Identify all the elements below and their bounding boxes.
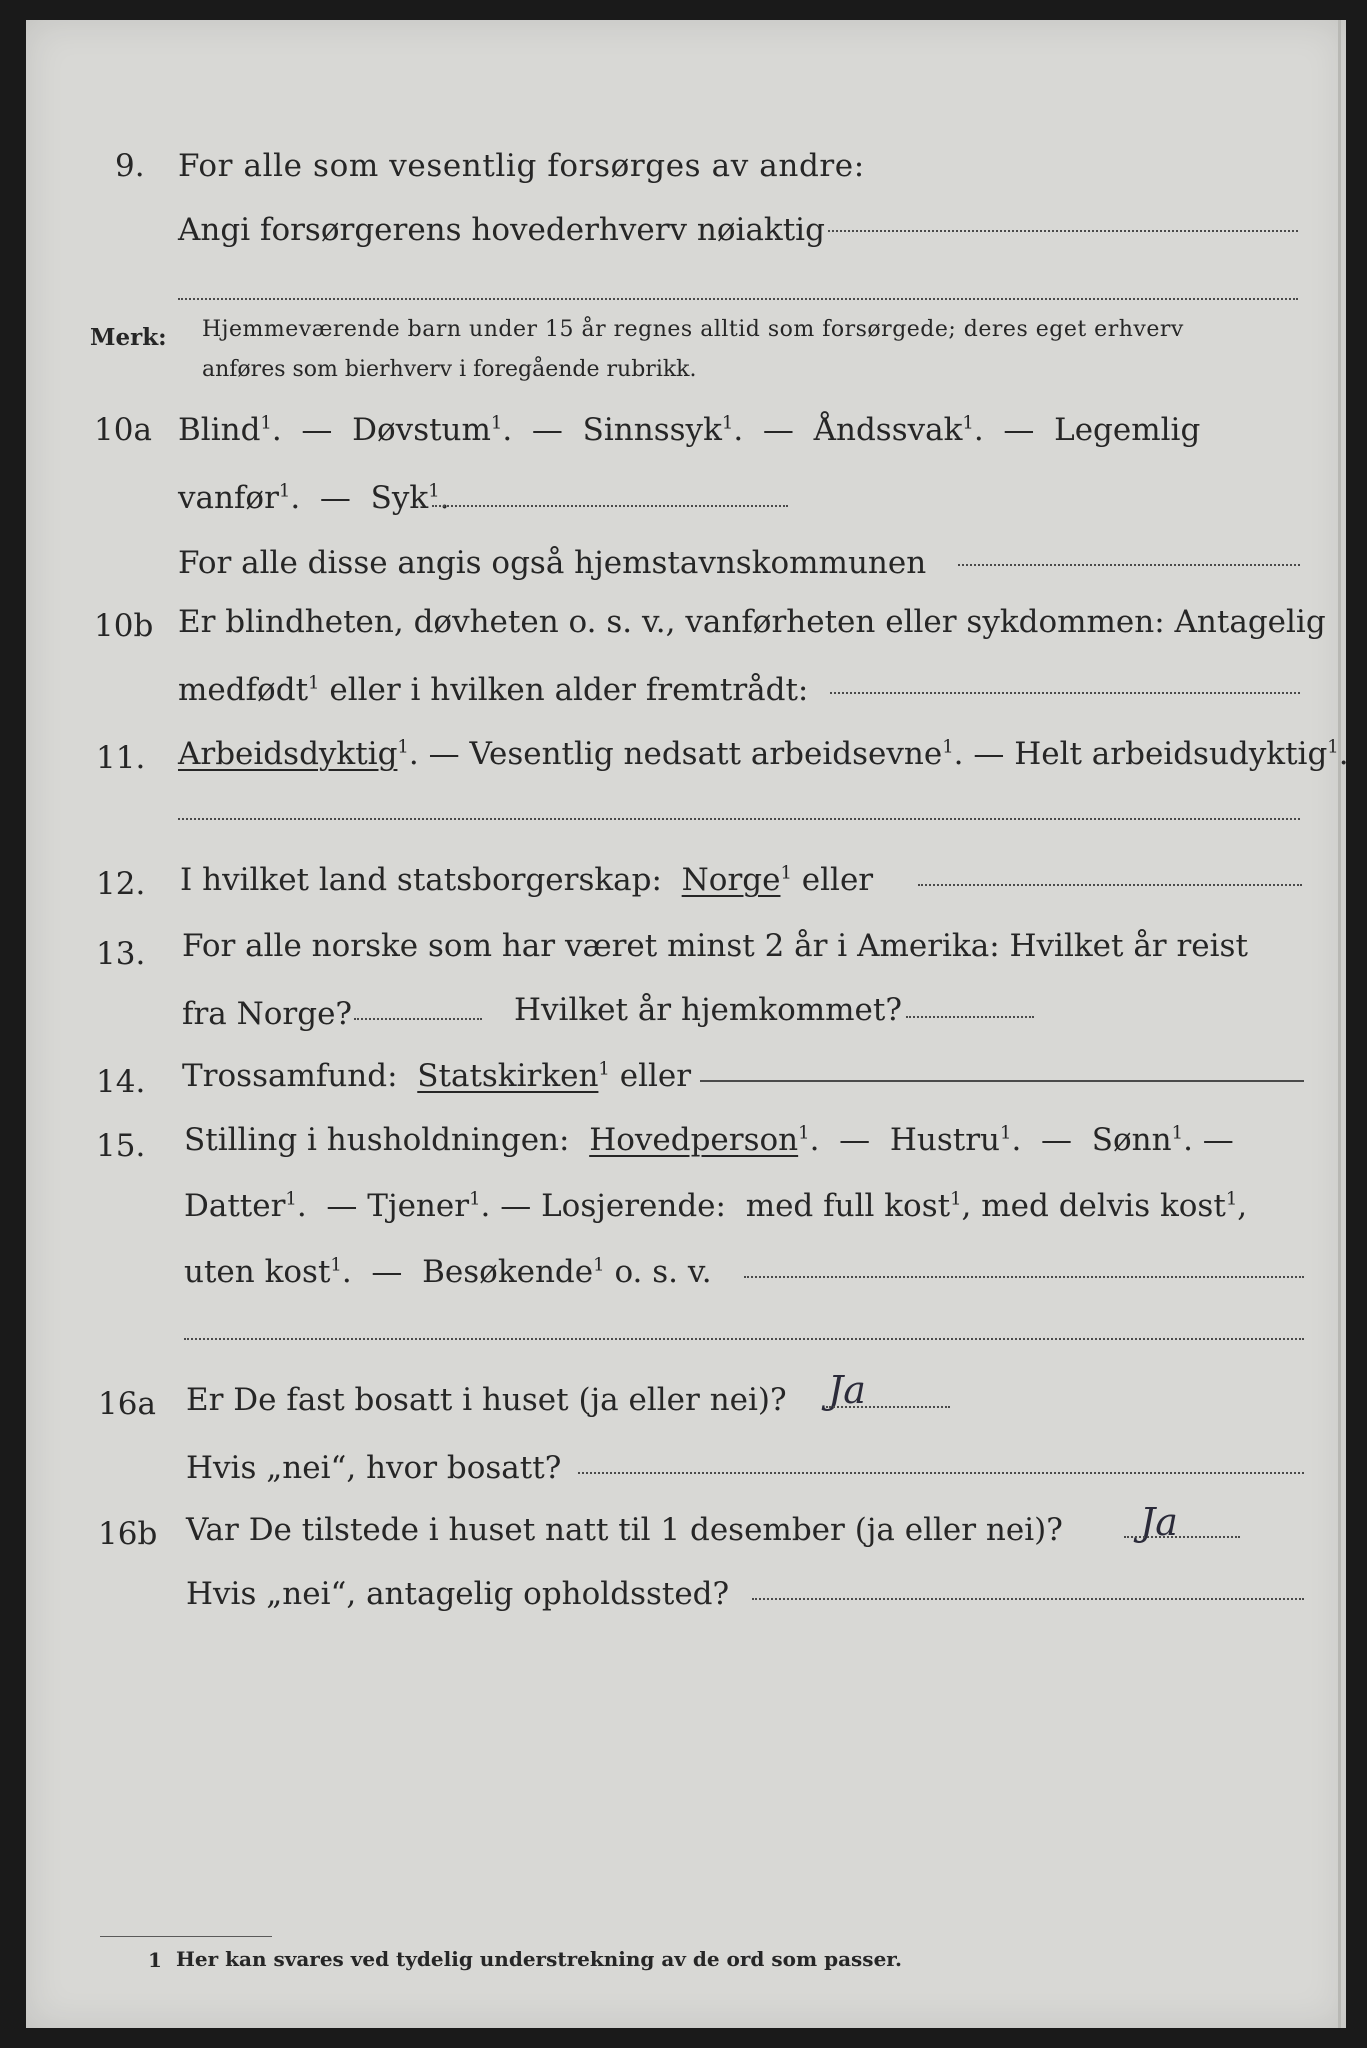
q10b-line1: Er blindheten, døvheten o. s. v., vanførheten eller sykdommen: Antagelig [178,604,1326,640]
q10b-alder-label: eller i hvilken alder fremtrådt: [329,672,809,708]
option-besokende[interactable]: Besøkende [422,1254,594,1290]
q15-losjerende: Losjerende: [541,1188,726,1224]
option-udyktig[interactable]: Helt arbeidsudyktig [1014,736,1328,772]
page-edge [1338,20,1341,2028]
q15-answer-line-2[interactable] [184,1338,1304,1340]
q16a-answer[interactable]: Ja [828,1368,866,1412]
option-medfodt[interactable]: medfødt [178,672,309,708]
merk-label: Merk: [90,324,167,351]
option-norge[interactable]: Norge [681,862,781,898]
q13-number: 13. [96,936,146,972]
option-sonn[interactable]: Sønn [1091,1122,1172,1158]
q9-number: 9. [115,148,145,184]
q15-line3: uten kost$^1$. — Besøkende$^1$ o. s. v. [184,1254,712,1290]
option-datter[interactable]: Datter [184,1188,286,1224]
option-arbeidsdyktig[interactable]: Arbeidsdyktig [178,736,398,772]
footnote-mark: 1 [148,1948,162,1972]
q9-answer-line-2[interactable] [178,298,1298,300]
option-delvis-kost[interactable]: med delvis kost [981,1188,1226,1224]
option-legemlig[interactable]: Legemlig [1054,412,1201,448]
option-andssvak[interactable]: Åndssvak [813,412,963,448]
q16a-answer-line[interactable] [826,1406,950,1408]
footnote-rule [100,1936,272,1937]
q15-label: Stilling i husholdningen: [184,1122,570,1158]
q12-line: I hvilket land statsborgerskap: Norge$^1$ eller [180,862,874,898]
option-sinnssyk[interactable]: Sinnssyk [582,412,722,448]
q10b-answer-line[interactable] [830,692,1300,694]
q12-number: 12. [96,866,146,902]
option-vanfor[interactable]: vanfør [178,480,279,516]
option-dovstum[interactable]: Døvstum [352,412,491,448]
footnote-text: Her kan svares ved tydelig understrekning av de ord som passer. [176,1947,902,1971]
merk-line2: anføres som bierhverv i foregående rubrikk. [202,357,697,382]
q11-answer-line[interactable] [178,818,1300,820]
q13-reist-line[interactable] [354,1018,482,1020]
q12-answer-line[interactable] [918,884,1302,886]
option-hovedperson[interactable]: Hovedperson [589,1122,799,1158]
q15-line2: Datter$^1$. — Tjener$^1$. — Losjerende: med full kost$^1$, med delvis kost$^1$, [184,1188,1248,1224]
q16a-bosatt-line[interactable] [578,1472,1304,1474]
q15-line1: Stilling i husholdningen: Hovedperson$^1$. — Hustru$^1$. — Sønn$^1$. — [184,1122,1234,1158]
q11-number: 11. [96,740,146,776]
q16b-answer-line[interactable] [1124,1536,1240,1538]
option-statskirken[interactable]: Statskirken [417,1058,599,1094]
q14-eller: eller [619,1058,692,1094]
q10a-line2: vanfør$^1$. — Syk$^1$. [178,480,450,516]
q9-line1: For alle som vesentlig forsørges av andre: [178,148,865,184]
q16b-line1: Var De tilstede i huset natt til 1 desember (ja eller nei)? [186,1512,1063,1548]
q15-number: 15. [96,1128,146,1164]
q14-line: Trossamfund: Statskirken$^1$ eller [182,1058,692,1094]
q9-answer-line[interactable] [828,230,1298,232]
option-tjener[interactable]: Tjener [367,1188,470,1224]
q16a-number: 16a [98,1386,156,1422]
q12-eller: eller [801,862,874,898]
option-nedsatt[interactable]: Vesentlig nedsatt arbeidsevne [469,736,943,772]
q15-answer-line[interactable] [744,1276,1304,1278]
q10b-line2: medfødt$^1$ eller i hvilken alder fremtrådt: [178,672,809,708]
merk-line1: Hjemmeværende barn under 15 år regnes alltid som forsørgede; deres eget erhverv [202,317,1184,342]
q16a-line1: Er De fast bosatt i huset (ja eller nei)? [186,1382,787,1418]
q10a-number: 10a [94,412,152,448]
q13-hjemkommet-label: Hvilket år hjemkommet? [514,992,902,1028]
option-full-kost[interactable]: med full kost [745,1188,951,1224]
q9-line2: Angi forsørgerens hovederhverv nøiaktig [178,212,825,248]
q13-hjemkommet-line[interactable] [906,1016,1034,1018]
q15-osv: o. s. v. [614,1254,712,1290]
q14-label: Trossamfund: [182,1058,398,1094]
q16a-line2: Hvis „nei“, hvor bosatt? [186,1450,562,1486]
q11-line: Arbeidsdyktig$^1$. — Vesentlig nedsatt arbeidsevne$^1$. — Helt arbeidsudyktig$^1$. [178,736,1349,772]
q10a-line3: For alle disse angis også hjemstavnskommunen [178,545,927,581]
q10b-number: 10b [94,608,154,644]
q14-number: 14. [96,1064,146,1100]
q16b-answer[interactable]: Ja [1140,1500,1178,1544]
q10a-hjemstavn-line[interactable] [958,564,1300,566]
q13-line1: For alle norske som har været minst 2 år i Amerika: Hvilket år reist [182,928,1248,964]
q13-reist-label: fra Norge? [182,996,353,1032]
q14-answer-line[interactable] [700,1080,1304,1082]
q16b-line2: Hvis „nei“, antagelig opholdssted? [186,1576,730,1612]
option-uten-kost[interactable]: uten kost [184,1254,331,1290]
q10a-line1: Blind$^1$. — Døvstum$^1$. — Sinnssyk$^1$. — Åndssvak$^1$. — Legemlig [178,412,1201,448]
option-blind[interactable]: Blind [178,412,261,448]
q16b-number: 16b [98,1516,158,1552]
option-syk[interactable]: Syk [370,480,429,516]
q10a-answer-line[interactable] [432,505,788,507]
q12-label: I hvilket land statsborgerskap: [180,862,662,898]
option-hustru[interactable]: Hustru [889,1122,1001,1158]
q16b-opholdssted-line[interactable] [752,1598,1304,1600]
